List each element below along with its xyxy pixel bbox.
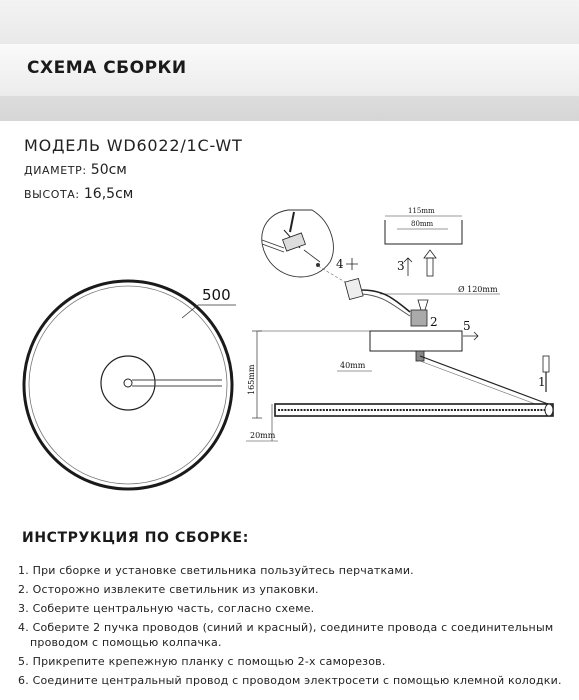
dim-120: Ø 120mm	[458, 285, 498, 294]
instruction-step-1: 1. При сборке и установке светильника пользуйтесь перчатками.	[18, 564, 414, 577]
dim-20: 20mm	[250, 431, 276, 440]
assembly-drawing	[0, 200, 579, 500]
instruction-list	[18, 563, 578, 692]
top-view	[24, 281, 236, 489]
bracket-detail	[385, 207, 462, 276]
callout-2: 2	[430, 315, 438, 329]
ring-outer	[24, 281, 232, 489]
callout-4-arrow	[346, 258, 358, 270]
height-label: ВЫСОТА:	[24, 188, 80, 201]
callout-3: 3	[397, 259, 405, 273]
ring-inner	[29, 286, 227, 484]
side-arm	[420, 356, 548, 404]
center-disk	[101, 356, 155, 410]
callout-4: 4	[336, 257, 344, 271]
side-view	[258, 290, 478, 361]
callout-5: 5	[463, 319, 471, 333]
diameter-label: ДИАМЕТР:	[24, 164, 87, 177]
dim-80: 80mm	[411, 220, 434, 228]
instruction-step-6: 6. Соедините центральный провод с проводом электросети с помощью клемной колодки.	[18, 674, 562, 687]
model-label: МОДЕЛЬ WD6022/1C-WT	[24, 136, 243, 155]
dim-40: 40mm	[340, 361, 366, 370]
diameter-leader-diag	[182, 305, 198, 318]
terminal-block	[345, 278, 363, 299]
instruction-step-4	[18, 620, 578, 650]
center-hub	[124, 379, 132, 387]
dim-165: 165mm	[247, 364, 256, 395]
wire-detail	[262, 210, 345, 282]
instructions-title: ИНСТРУКЦИЯ ПО СБОРКЕ:	[22, 530, 249, 546]
screwdriver-icon	[538, 356, 549, 392]
instruction-step-4-line2: проводом с помощью колпачка.	[30, 636, 222, 649]
diameter-spec	[24, 162, 127, 178]
header-bar	[0, 0, 579, 121]
page-title: СХЕМА СБОРКИ	[27, 58, 187, 78]
instruction-step-2: 2. Осторожно извлеките светильник из упаковки.	[18, 583, 319, 596]
dim-115: 115mm	[408, 207, 435, 215]
diameter-value: 50см	[90, 162, 127, 178]
instruction-step-5: 5. Прикрепите крепежную планку с помощью 2-х саморезов.	[18, 655, 386, 668]
dim-500: 500	[202, 286, 231, 304]
height-value: 16,5см	[83, 186, 134, 202]
callout-1: 1	[538, 375, 546, 389]
instruction-step-3: 3. Соберите центральную часть, согласно схеме.	[18, 602, 315, 615]
instruction-step-4-line1: 4. Соберите 2 пучка проводов (синий и красный), соедините провода с соединительным	[18, 621, 554, 634]
ring-side-profile	[275, 404, 553, 416]
